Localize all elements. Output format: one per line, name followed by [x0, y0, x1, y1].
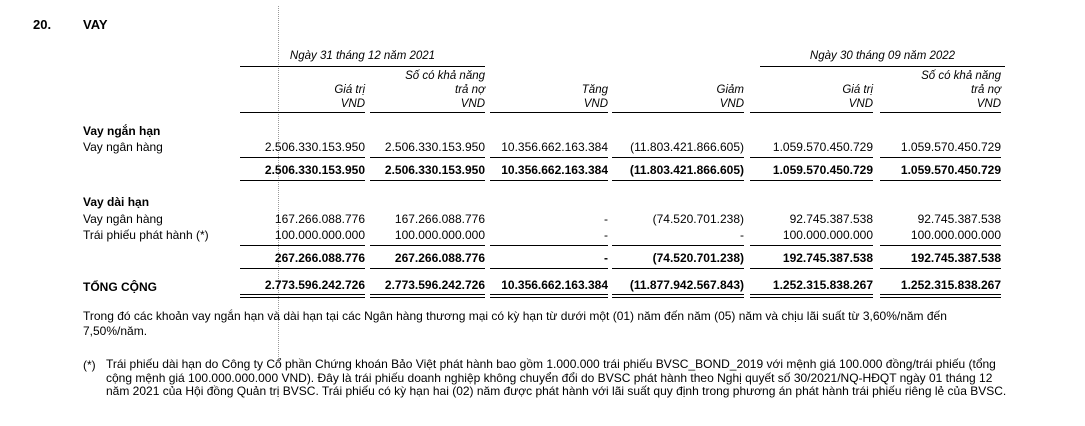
period-closing-rule — [760, 66, 1005, 67]
col-header-6-line-1: Số có khả năng — [921, 70, 1001, 82]
long-term-rule-2 — [370, 245, 485, 246]
long-term-subtotal-6: 192.745.387.538 — [910, 251, 1001, 265]
total-value-1: 2.773.596.242.726 — [264, 278, 365, 292]
short-term-heading: Vay ngắn hạn — [83, 124, 161, 138]
short-term-subtotal-6: 1.059.570.450.729 — [900, 163, 1001, 177]
col-header-3 — [490, 83, 608, 111]
explanatory-paragraph: Trong đó các khoản vay ngắn hạn và dài hạn tại các Ngân hàng thương mại có kỳ hạn từ dưới một (01) năm đến năm (05) năm và chịu lãi suất từ 3,60%/năm đến 7,50%/năm. — [83, 309, 947, 338]
header-rule-5 — [750, 112, 873, 113]
long-term-subtotal-rule-4 — [612, 268, 744, 269]
col-header-6-line-3: VND — [976, 98, 1001, 110]
long-term-rule-4 — [612, 245, 744, 246]
short-term-subtotal-5: 1.059.570.450.729 — [772, 163, 873, 177]
col-header-4 — [612, 83, 744, 111]
col-header-3-line-1: Tăng — [581, 84, 608, 96]
short-term-row-value-4: (11.803.421.866.605) — [630, 140, 744, 154]
total-double-rule-4 — [612, 294, 744, 298]
short-term-subtotal-rule-5 — [750, 180, 873, 181]
long-term-subtotal-5: 192.745.387.538 — [782, 251, 873, 265]
long-term-row-1-value-2: 167.266.088.776 — [394, 212, 485, 226]
long-term-subtotal-rule-6 — [880, 268, 1001, 269]
header-rule-4 — [612, 112, 744, 113]
col-header-6 — [880, 69, 1001, 111]
long-term-row-2-value-1: 100.000.000.000 — [274, 228, 365, 242]
short-term-rule-5 — [750, 157, 873, 158]
period-closing: Ngày 30 tháng 09 năm 2022 — [809, 50, 956, 62]
col-header-2-line-2: trả nợ — [455, 84, 485, 96]
header-rule-1 — [240, 112, 365, 113]
long-term-row-2-value-2: 100.000.000.000 — [394, 228, 485, 242]
col-header-3-line-2: VND — [583, 98, 608, 110]
short-term-rule-4 — [612, 157, 744, 158]
total-double-rule-2 — [370, 294, 485, 298]
short-term-rule-6 — [880, 157, 1001, 158]
col-header-1 — [240, 83, 365, 111]
long-term-row-2-value-4: - — [740, 228, 744, 242]
short-term-rule-2 — [370, 157, 485, 158]
period-opening: Ngày 31 tháng 12 năm 2021 — [289, 50, 436, 62]
long-term-row-1-value-3: - — [604, 212, 608, 226]
total-value-4: (11.877.942.567.843) — [629, 278, 744, 292]
footnote-mark: (*) — [83, 358, 96, 372]
short-term-subtotal-rule-6 — [880, 180, 1001, 181]
long-term-row-2-value-6: 100.000.000.000 — [910, 228, 1001, 242]
long-term-subtotal-rule-5 — [750, 268, 873, 269]
col-header-1-line-1: Giá trị — [334, 84, 365, 96]
footnote-text: Trái phiếu dài hạn do Công ty Cổ phần Chứng khoán Bảo Việt phát hành bao gồm 1.000.000 trái phiếu BVSC_BOND_2019 với mệnh giá 100.000 đồng/trái phiếu (tổng cộng mệnh giá 100.000.000.000 VND). Đây là trái phiếu doanh nghiệp không chuyển đổi do BVSC phát hành theo Nghị quyết số 30/2021/NQ-HĐQT ngày 01 tháng 12 năm 2021 của Hội đồng Quản trị BVSC. Trái phiếu có kỳ hạn hai (02) năm được phát hành với lãi suất quy định trong phương án phát hành trái phiếu riêng lẻ của BVSC. — [106, 357, 1007, 398]
short-term-rule-3 — [490, 157, 608, 158]
col-header-5-line-1: Giá trị — [842, 84, 873, 96]
total-double-rule-1 — [240, 294, 365, 298]
total-double-rule-5 — [750, 294, 873, 298]
long-term-row-1-label: Vay ngân hàng — [83, 212, 163, 226]
short-term-row-value-1: 2.506.330.153.950 — [264, 140, 365, 154]
header-rule-2 — [370, 112, 485, 113]
long-term-subtotal-2: 267.266.088.776 — [394, 251, 485, 265]
long-term-subtotal-4: (74.520.701.238) — [652, 251, 744, 265]
long-term-subtotal-rule-3 — [490, 268, 608, 269]
section-number: 20. — [33, 17, 52, 32]
long-term-row-2-value-5: 100.000.000.000 — [782, 228, 873, 242]
short-term-rule-1 — [240, 157, 365, 158]
total-double-rule-3 — [490, 294, 608, 298]
long-term-row-1-value-4: (74.520.701.238) — [652, 212, 744, 226]
total-value-5: 1.252.315.838.267 — [772, 278, 873, 292]
long-term-row-2-label: Trái phiếu phát hành (*) — [83, 228, 209, 242]
col-header-2-line-1: Số có khả năng — [405, 70, 485, 82]
long-term-rule-1 — [240, 245, 365, 246]
short-term-subtotal-rule-2 — [370, 180, 485, 181]
short-term-subtotal-rule-4 — [612, 180, 744, 181]
total-double-rule-6 — [880, 294, 1001, 298]
short-term-subtotal-3: 10.356.662.163.384 — [501, 163, 608, 177]
long-term-row-1-value-1: 167.266.088.776 — [274, 212, 365, 226]
long-term-subtotal-rule-1 — [240, 268, 365, 269]
period-opening-rule — [240, 66, 485, 67]
long-term-subtotal-rule-2 — [370, 268, 485, 269]
col-header-6-line-2: trả nợ — [971, 84, 1001, 96]
header-rule-3 — [490, 112, 608, 113]
col-header-5-line-2: VND — [848, 98, 873, 110]
col-header-2 — [370, 69, 485, 111]
long-term-row-1-value-5: 92.745.387.538 — [789, 212, 873, 226]
short-term-subtotal-1: 2.506.330.153.950 — [264, 163, 365, 177]
long-term-rule-3 — [490, 245, 608, 246]
total-label: TỔNG CỘNG — [83, 280, 157, 294]
col-header-2-line-3: VND — [460, 98, 485, 110]
short-term-row-value-5: 1.059.570.450.729 — [772, 140, 873, 154]
total-value-3: 10.356.662.163.384 — [501, 278, 608, 292]
header-rule-6 — [880, 112, 1001, 113]
total-value-2: 2.773.596.242.726 — [384, 278, 485, 292]
long-term-row-2-value-3: - — [604, 228, 608, 242]
long-term-subtotal-1: 267.266.088.776 — [274, 251, 365, 265]
short-term-row-value-2: 2.506.330.153.950 — [384, 140, 485, 154]
total-value-6: 1.252.315.838.267 — [900, 278, 1001, 292]
short-term-row-value-6: 1.059.570.450.729 — [900, 140, 1001, 154]
short-term-row-label: Vay ngân hàng — [83, 140, 163, 154]
short-term-row-value-3: 10.356.662.163.384 — [501, 140, 608, 154]
long-term-row-1-value-6: 92.745.387.538 — [917, 212, 1001, 226]
col-header-5 — [750, 83, 873, 111]
col-header-4-line-2: VND — [719, 98, 744, 110]
short-term-subtotal-2: 2.506.330.153.950 — [384, 163, 485, 177]
short-term-subtotal-rule-3 — [490, 180, 608, 181]
section-title: VAY — [83, 17, 108, 32]
long-term-heading: Vay dài hạn — [83, 195, 150, 209]
short-term-subtotal-rule-1 — [240, 180, 365, 181]
col-header-4-line-1: Giảm — [716, 84, 744, 96]
long-term-rule-6 — [880, 245, 1001, 246]
short-term-subtotal-4: (11.803.421.866.605) — [629, 163, 744, 177]
long-term-subtotal-3: - — [604, 251, 608, 265]
long-term-rule-5 — [750, 245, 873, 246]
col-header-1-line-2: VND — [340, 98, 365, 110]
